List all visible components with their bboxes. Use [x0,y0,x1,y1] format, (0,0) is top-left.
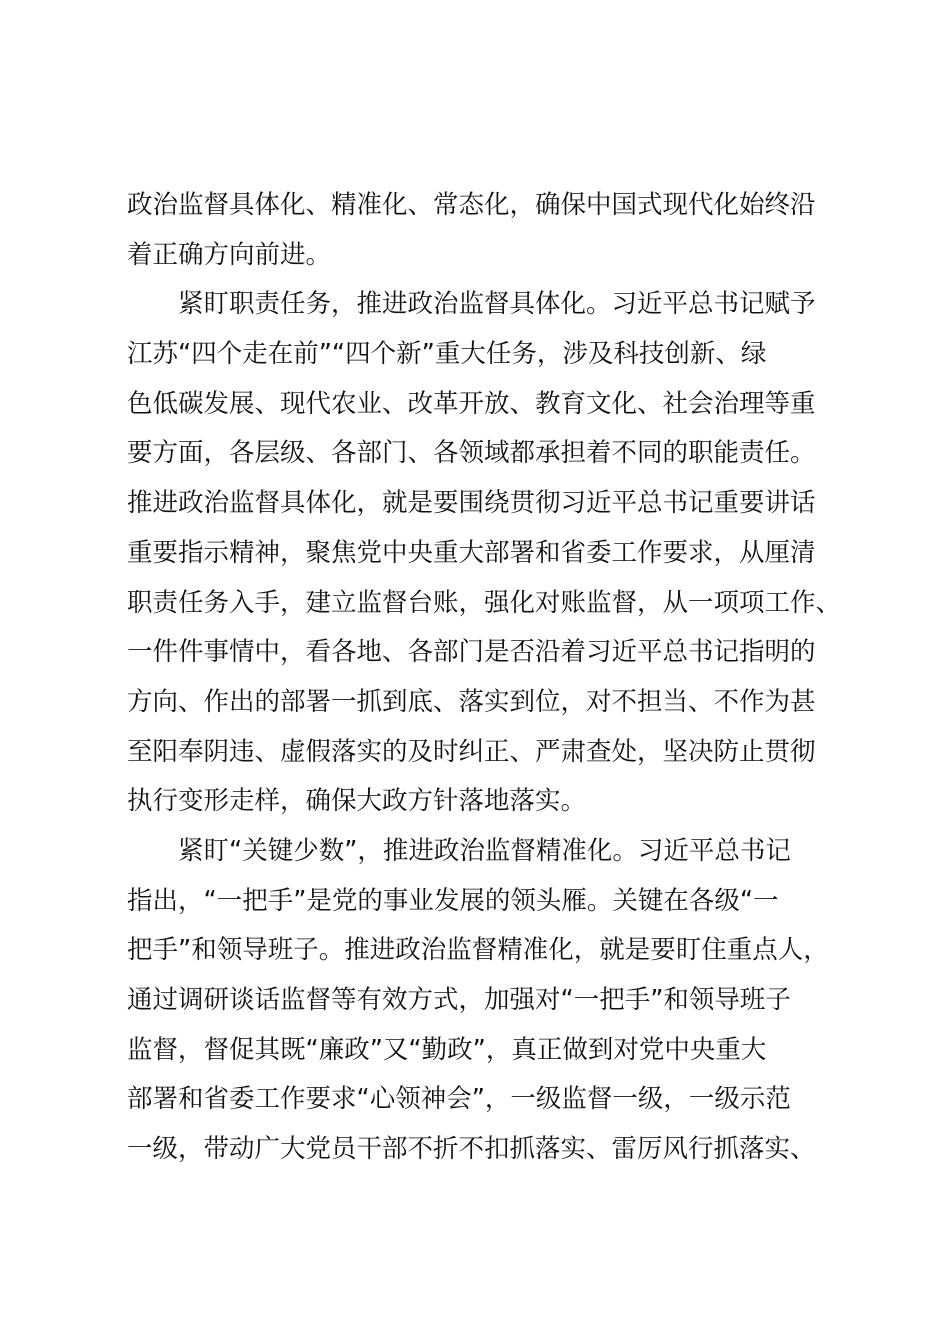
paragraph-first-line: 紧盯职责任务，推进政治监督具体化。习近平总书记赋予 [178,289,816,320]
text-line: 通过调研谈话监督等有效方式，加强对“一把手”和领导班子 [127,985,791,1015]
text-line: 把手”和领导班子。推进政治监督精准化，就是要盯住重点人， [127,935,829,966]
text-line: 部署和省委工作要求“心领神会”，一级监督一级，一级示范 [127,1084,791,1115]
text-line: 色低碳发展、现代农业、改革开放、教育文化、社会治理等重 [127,388,816,419]
text-line: 执行变形走样，确保大政方针落地落实。 [127,786,587,817]
text-line: 至阳奉阴违、虚假落实的及时纠正、严肃查处，坚决防止贯彻 [127,736,816,767]
text-line: 一件件事情中，看各地、各部门是否沿着习近平总书记指明的 [127,637,816,668]
text-line: 推进政治监督具体化，就是要围绕贯彻习近平总书记重要讲话 [127,488,816,519]
text-line: 指出，“一把手”是党的事业发展的领头雁。关键在各级“一 [127,885,779,916]
text-line: 职责任务入手，建立监督台账，强化对账监督，从一项项工作、 [127,587,842,618]
text-line: 要方面，各层级、各部门、各领域都承担着不同的职能责任。 [127,438,816,469]
text-line: 江苏“四个走在前”“四个新”重大任务，涉及科技创新、绿 [127,339,767,370]
text-line: 政治监督具体化、精准化、常态化，确保中国式现代化始终沿 [127,190,816,220]
text-line: 监督，督促其既“廉政”又“勤政”，真正做到对党中央重大 [127,1034,767,1065]
text-line: 重要指示精神，聚焦党中央重大部署和省委工作要求，从厘清 [127,537,816,568]
text-line: 着正确方向前进。 [127,239,332,270]
text-line: 一级，带动广大党员干部不折不扣抓落实、雷厉风行抓落实、 [127,1134,816,1165]
text-line: 方向、作出的部署一抓到底、落实到位，对不担当、不作为甚 [127,686,816,717]
paragraph-first-line: 紧盯“关键少数”，推进政治监督精准化。习近平总书记 [178,835,791,866]
body-text [127,181,847,1175]
